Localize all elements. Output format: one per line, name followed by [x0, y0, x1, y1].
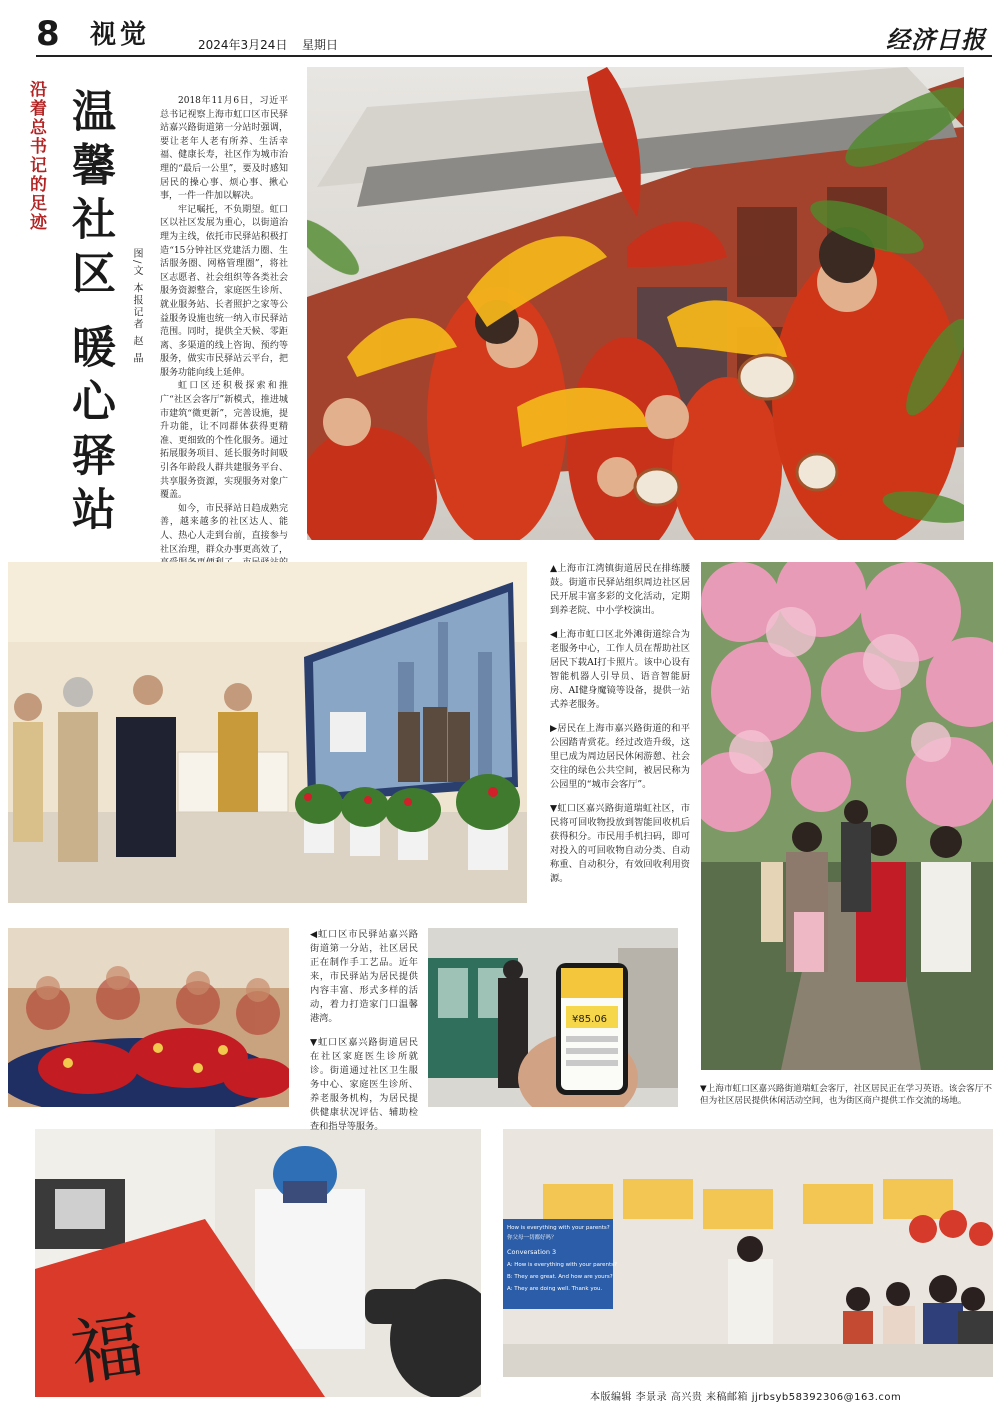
fu-character: 福 [65, 1302, 149, 1396]
caption-english-class: ▼上海市虹口区嘉兴路街道瑞虹会客厅，社区居民正在学习英语。该会客厅不但为社区居民提供休闲活动空间，也为街区商户提供工作交流的场地。 [700, 1084, 992, 1106]
article-paragraph: 如今，市民驿站日趋成熟完善，越来越多的社区达人、能人、热心人走到台前，直接参与社区治理，群众办事更高效了， [160, 503, 288, 555]
caption-recycling: ▼虹口区嘉兴路街道瑞虹社区，市民将可回收物投放到智能回收机后获得积分。市民用手机扫码，即可对投入的可回收物自动分类、自动称重、自动积分，有效回收利用资源。 [550, 803, 690, 884]
photo-smart-recycling-phone [428, 928, 678, 1107]
byline: 图/文 本报记者 赵 晶 [131, 248, 142, 365]
header-rule [36, 55, 992, 57]
slide-line-a: A: How is everything with your parents? [507, 1262, 617, 1268]
caption-park: ▶居民在上海市嘉兴路街道的和平公园踏青赏花。经过改造升级，这里已成为周边居民休闲游憩、社会交往的绿色公共空间，被居民称为公园里的“城市会客厅”。 [550, 723, 690, 790]
series-label: 沿着总书记的足迹 [26, 80, 46, 232]
slide-line-c: A: They are doing well. Thank you. [507, 1286, 603, 1292]
article-paragraph: 虹口区还积极探索和推广“社区会客厅”新模式，推进城市建筑“微更新”，完善设施，提升功能，让不同群体获得更精准、更细致的个性化服务。通过拓展服务项目、延长服务时间吸引各年龄段人群共建服务平台、共享服务资源，实现服务对象广覆盖。 [160, 381, 288, 501]
photo-park-cherry-blossoms [701, 562, 993, 1070]
slide-question: How is everything with your parents? [507, 1225, 610, 1231]
headline [62, 88, 116, 540]
issue-date: 2024年3月24日 [198, 38, 288, 52]
slide-translation: 你父母一切都好吗？ [507, 1235, 557, 1241]
article-paragraph: 2018年11月6日，习近平总书记视察上海市虹口区市民驿站嘉兴路街道第一分站时强调，要让老年人老有所养、生活幸福、健康长寿，社区作为城市治理的“最后一公里”，要及时感知居民的操心事、烦心事、揪心事，一件一件加以解决。 [160, 96, 288, 202]
caption-drum-dancers: ▲上海市江湾镇街道居民在排练腰鼓。街道市民驿站组织周边社区居民开展丰富多彩的文化活动，定期到养老院、中小学校演出。 [550, 563, 690, 616]
footer-editors: 本版编辑 李景录 高兴贵 来稿邮箱 jjrbsyb58392306@163.com [590, 1392, 902, 1403]
slide-heading: Conversation 3 [507, 1248, 557, 1256]
page-number: 8 [36, 14, 60, 54]
photo-elderly-service-center [8, 562, 527, 903]
photo-waist-drum-dancers [307, 67, 964, 540]
newspaper-masthead: 经济日报 [886, 25, 986, 54]
photo-handicraft-making [8, 928, 289, 1107]
caption-service-center: ◀上海市虹口区北外滩街道综合为老服务中心，工作人员在帮助社区居民下载AI打卡照片。该中心设有智能机器人引导员、语音智能厨房、AI健身魔镜等设备，提供一站式养老服务。 [550, 629, 690, 710]
photo-english-class [503, 1129, 993, 1377]
photo-family-doctor-clinic [35, 1129, 481, 1397]
headline-part-1: 温馨社区 [64, 88, 115, 304]
article-body [160, 95, 288, 598]
caption-handicraft: ◀虹口区市民驿站嘉兴路街道第一分站，社区居民正在制作手工艺品。近年来，市民驿站为居民提供内容丰富、形式多样的活动，着力打造家门口温馨港湾。 [310, 929, 418, 1024]
phone-amount-text: ¥85.06 [572, 1014, 607, 1025]
caption-column-right [550, 562, 690, 896]
issue-weekday: 星期日 [302, 38, 339, 52]
caption-doctor: ▼虹口区嘉兴路街道居民在社区家庭医生诊所就诊。街道通过社区卫生服务中心、家庭医生诊所、养老服务机构，为居民提供健康状况评估、辅助检查和指导等服务。 [310, 1037, 418, 1132]
section-title: 视觉 [90, 20, 151, 50]
headline-part-2: 暖心驿站 [64, 324, 115, 540]
caption-column-middle [310, 928, 418, 1144]
article-paragraph: 牢记嘱托，不负期望。虹口区以社区发展为重心，以街道治理为主线，依托市民驿站积极打造“15分钟社区党建活力圈、生活服务圈、网格管理圈”，将社区志愿者、社会组织等各类社会服务资源整合，家庭医生诊所、就业服务站、长者照护之家等公益服务设施也统一纳入市民驿站范围。同时，提供全天候、零距离、多渠道的线上咨询、预约等服务，做实市民驿站云平台，把服务功能向线上延伸。 [160, 204, 288, 378]
slide-line-b: B: They are great. And how are yours? [507, 1274, 613, 1280]
